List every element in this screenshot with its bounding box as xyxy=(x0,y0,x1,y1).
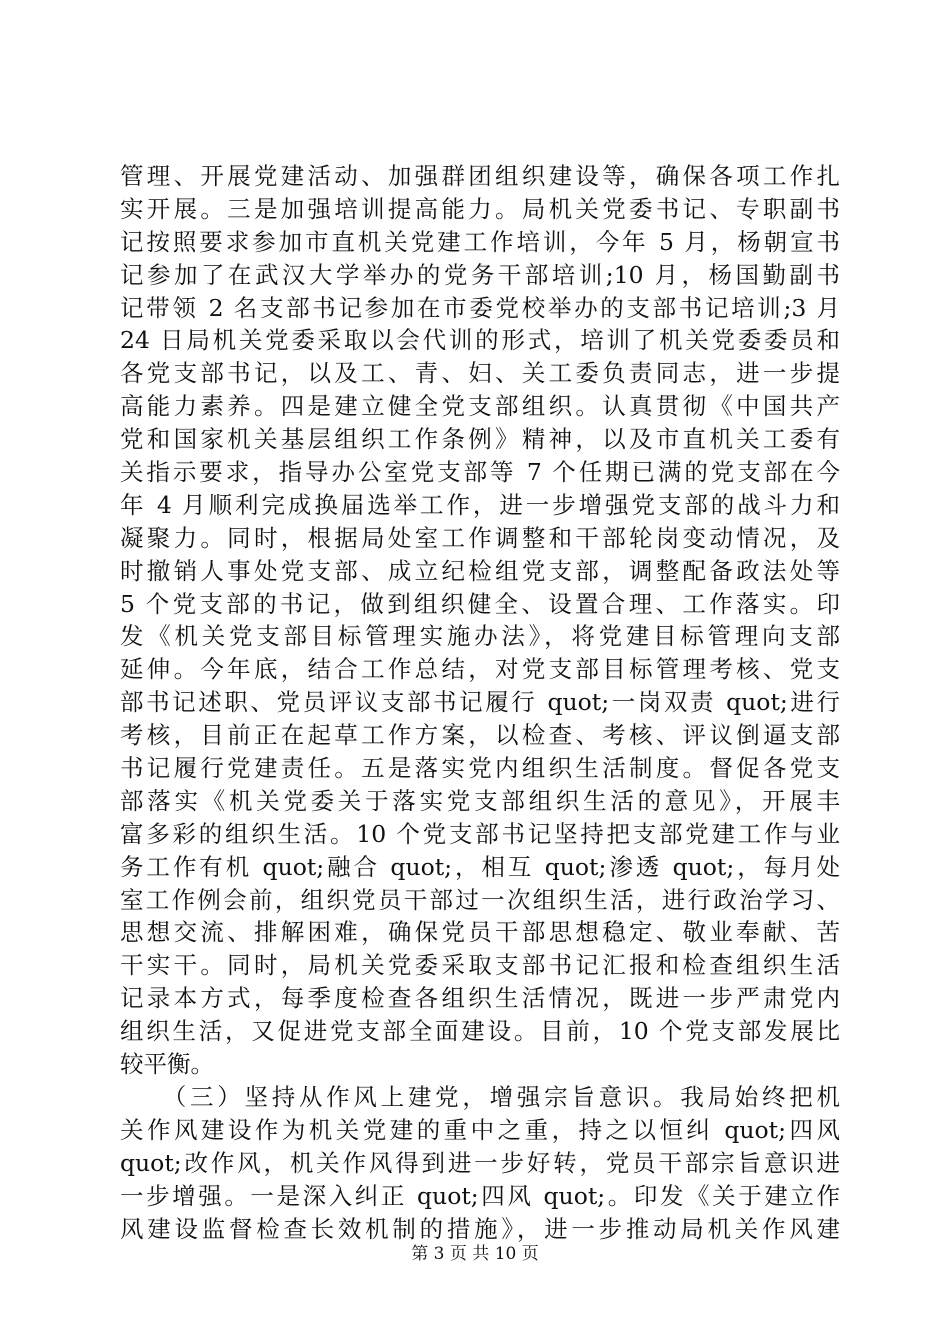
text-line: 一步增强。一是深入纠正 quot;四风 quot;。印发《关于建立作 xyxy=(120,1181,840,1210)
text-line: 记按照要求参加市直机关党建工作培训，今年 5 月，杨朝宣书 xyxy=(120,227,840,256)
text-line: 关指示要求，指导办公室党支部等 7 个任期已满的党支部在今 xyxy=(120,458,840,487)
text-line: 干实干。同时，局机关党委采取支部书记汇报和检查组织生活 xyxy=(120,951,840,980)
page-footer: 第 3 页 共 10 页 xyxy=(411,1244,539,1264)
text-line: 组织生活，又促进党支部全面建设。目前，10 个党支部发展比 xyxy=(120,1017,840,1046)
text-line: 记带领 2 名支部书记参加在市委党校举办的支部书记培训;3 月 xyxy=(120,293,840,322)
text-line: 管理、开展党建活动、加强群团组织建设等，确保各项工作扎 xyxy=(120,162,840,190)
text-line: quot;改作风，机关作风得到进一步好转，党员干部宗旨意识进 xyxy=(120,1148,840,1177)
text-line: 关作风建设作为机关党建的重中之重，持之以恒纠 quot;四风 xyxy=(120,1115,840,1144)
text-line: 部书记述职、党员评议支部书记履行 quot;一岗双责 quot;进行 xyxy=(120,688,840,717)
text-line: 思想交流、排解困难，确保党员干部思想稳定、敬业奉献、苦 xyxy=(120,918,840,947)
text-line: 党和国家机关基层组织工作条例》精神，以及市直机关工委有 xyxy=(120,425,840,454)
text-line: 实开展。三是加强培训提高能力。局机关党委书记、专职副书 xyxy=(120,194,840,223)
text-line: 凝聚力。同时，根据局处室工作调整和干部轮岗变动情况，及 xyxy=(120,523,840,552)
text-line: 24 日局机关党委采取以会代训的形式，培训了机关党委委员和 xyxy=(120,326,840,355)
text-line: 考核，目前正在起草工作方案，以检查、考核、评议倒逼支部 xyxy=(120,721,840,750)
text-line: 风建设监督检查长效机制的措施》，进一步推动局机关作风建 xyxy=(120,1214,840,1243)
text-line: 室工作例会前，组织党员干部过一次组织生活，进行政治学习、 xyxy=(120,885,840,914)
text-line: 年 4 月顺利完成换届选举工作，进一步增强党支部的战斗力和 xyxy=(120,490,840,519)
text-line: 记录本方式，每季度检查各组织生活情况，既进一步严肃党内 xyxy=(120,984,840,1013)
text-line: 务工作有机 quot;融合 quot;，相互 quot;渗透 quot;，每月处 xyxy=(120,852,840,881)
text-line: 高能力素养。四是建立健全党支部组织。认真贯彻《中国共产 xyxy=(120,392,840,421)
text-line: 较平衡。 xyxy=(120,1050,214,1079)
body-text xyxy=(120,160,840,1245)
text-line: 时撤销人事处党支部、成立纪检组党支部，调整配备政法处等 xyxy=(120,556,840,585)
text-line: 富多彩的组织生活。10 个党支部书记坚持把支部党建工作与业 xyxy=(120,819,840,848)
text-line: 5 个党支部的书记，做到组织健全、设置合理、工作落实。印 xyxy=(120,589,840,618)
text-line: （三）坚持从作风上建党，增强宗旨意识。我局始终把机 xyxy=(120,1082,840,1111)
text-line: 各党支部书记，以及工、青、妇、关工委负责同志，进一步提 xyxy=(120,359,840,388)
text-line: 书记履行党建责任。五是落实党内组织生活制度。督促各党支 xyxy=(120,754,840,783)
text-line: 记参加了在武汉大学举办的党务干部培训;10 月，杨国勤副书 xyxy=(120,260,840,289)
text-line: 延伸。今年底，结合工作总结，对党支部目标管理考核、党支 xyxy=(120,655,840,684)
text-line: 发《机关党支部目标管理实施办法》，将党建目标管理向支部 xyxy=(120,622,840,651)
text-line: 部落实《机关党委关于落实党支部组织生活的意见》，开展丰 xyxy=(120,786,840,815)
